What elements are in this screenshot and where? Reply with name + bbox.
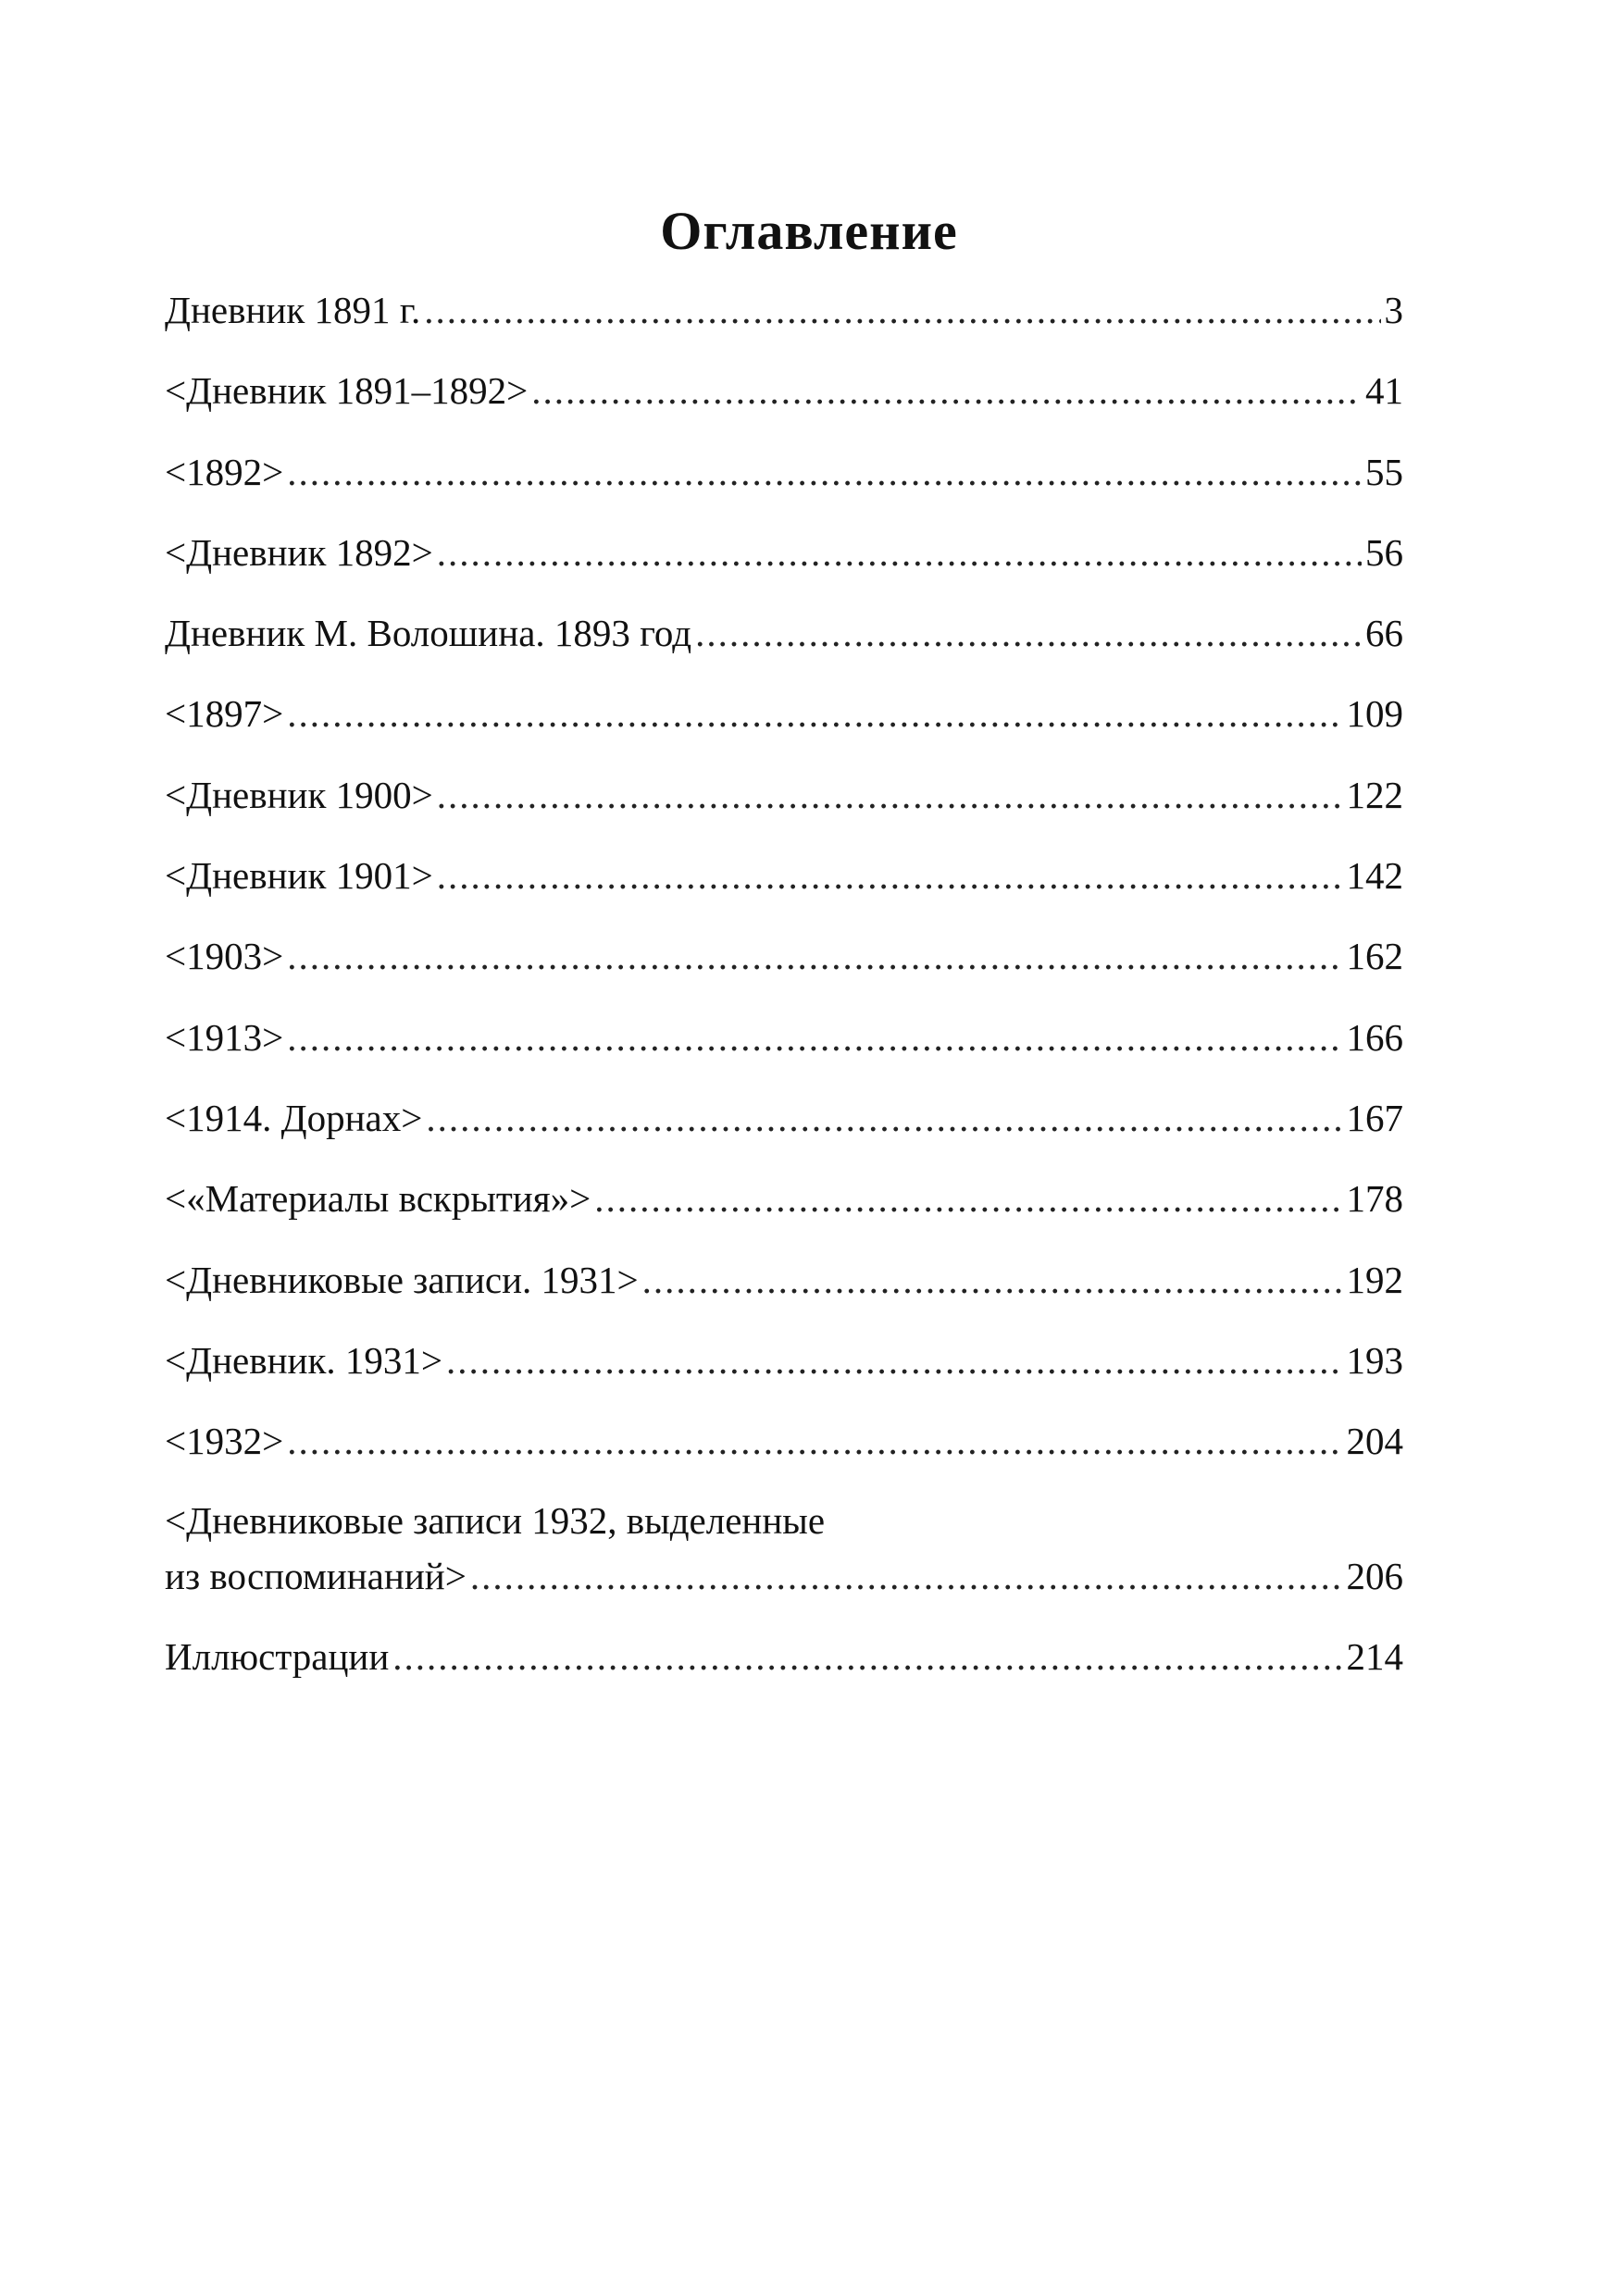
toc-entry[interactable] (165, 1170, 1403, 1227)
toc-entry[interactable] (165, 1009, 1403, 1066)
dot-leader (446, 1332, 1342, 1389)
toc-entry[interactable] (165, 604, 1403, 662)
table-of-contents (165, 281, 1403, 1708)
toc-entry-title: <1897> (165, 692, 284, 736)
toc-page-number: 109 (1346, 692, 1403, 736)
toc-page-number: 3 (1384, 289, 1403, 331)
toc-entry[interactable] (165, 1332, 1403, 1389)
toc-page-number: 178 (1346, 1177, 1403, 1221)
dot-leader (695, 604, 1362, 662)
toc-page-number: 56 (1365, 530, 1403, 574)
page-title: Оглавление (660, 200, 958, 261)
toc-entry-title: <1903> (165, 935, 284, 978)
toc-page-number: 192 (1346, 1258, 1403, 1301)
toc-page-number: 142 (1346, 854, 1403, 898)
dot-leader (287, 443, 1362, 501)
toc-page-number: 206 (1346, 1555, 1403, 1598)
toc-page-number: 167 (1346, 1096, 1403, 1139)
toc-entry[interactable] (165, 281, 1403, 339)
toc-entry-title-line2: из воспоминаний> (165, 1555, 467, 1598)
toc-entry-title: <1892> (165, 450, 284, 493)
toc-entry-title: <1914. Дорнах> (165, 1096, 423, 1139)
toc-entry[interactable] (165, 766, 1403, 824)
toc-entry[interactable] (165, 362, 1403, 419)
toc-page-number: 193 (1346, 1338, 1403, 1382)
dot-leader (287, 1009, 1342, 1066)
dot-leader (437, 847, 1343, 904)
dot-leader (424, 281, 1380, 339)
toc-entry-title: <Дневник 1900> (165, 773, 433, 816)
toc-entry[interactable] (165, 1089, 1403, 1147)
toc-entry-title: Дневник М. Волошина. 1893 год (165, 612, 692, 655)
dot-leader (287, 685, 1342, 742)
dot-leader (531, 362, 1362, 419)
toc-entry[interactable] (165, 1628, 1403, 1685)
toc-entry[interactable] (165, 1412, 1403, 1470)
dot-leader (642, 1251, 1343, 1309)
dot-leader (470, 1548, 1343, 1604)
toc-entry-title: Дневник 1891 г. (165, 289, 421, 331)
toc-page-number: 122 (1346, 773, 1403, 816)
toc-entry-title: <Дневник. 1931> (165, 1338, 443, 1382)
toc-page-number: 166 (1346, 1015, 1403, 1059)
toc-entry[interactable] (165, 847, 1403, 904)
toc-page-number: 214 (1346, 1634, 1403, 1678)
toc-entry-title: <«Материалы вскрытия»> (165, 1177, 591, 1221)
toc-entry-title: <Дневник 1892> (165, 530, 433, 574)
dot-leader (287, 1412, 1342, 1470)
toc-entry[interactable] (165, 927, 1403, 985)
toc-entry[interactable] (165, 443, 1403, 501)
toc-page-number: 66 (1365, 612, 1403, 655)
toc-entry-title: <Дневник 1901> (165, 854, 433, 898)
toc-entry[interactable] (165, 524, 1403, 581)
toc-entry-title-line1: <Дневниковые записи 1932, выделенные (165, 1499, 826, 1543)
dot-leader (437, 766, 1343, 824)
toc-entry[interactable] (165, 1493, 1403, 1604)
toc-entry-title: <1932> (165, 1420, 284, 1463)
toc-page-number: 55 (1365, 450, 1403, 493)
toc-entry-title: <Дневниковые записи. 1931> (165, 1258, 639, 1301)
toc-entry[interactable] (165, 685, 1403, 742)
dot-leader (426, 1089, 1342, 1147)
toc-page-number: 41 (1365, 369, 1403, 413)
toc-page-number: 204 (1346, 1420, 1403, 1463)
toc-page-number: 162 (1346, 935, 1403, 978)
dot-leader (392, 1628, 1342, 1685)
dot-leader (287, 927, 1342, 985)
toc-entry[interactable] (165, 1251, 1403, 1309)
toc-entry-title: Иллюстрации (165, 1634, 390, 1678)
dot-leader (437, 524, 1362, 581)
dot-leader (594, 1170, 1342, 1227)
toc-entry-title: <Дневник 1891–1892> (165, 369, 529, 413)
toc-entry-title: <1913> (165, 1015, 284, 1059)
